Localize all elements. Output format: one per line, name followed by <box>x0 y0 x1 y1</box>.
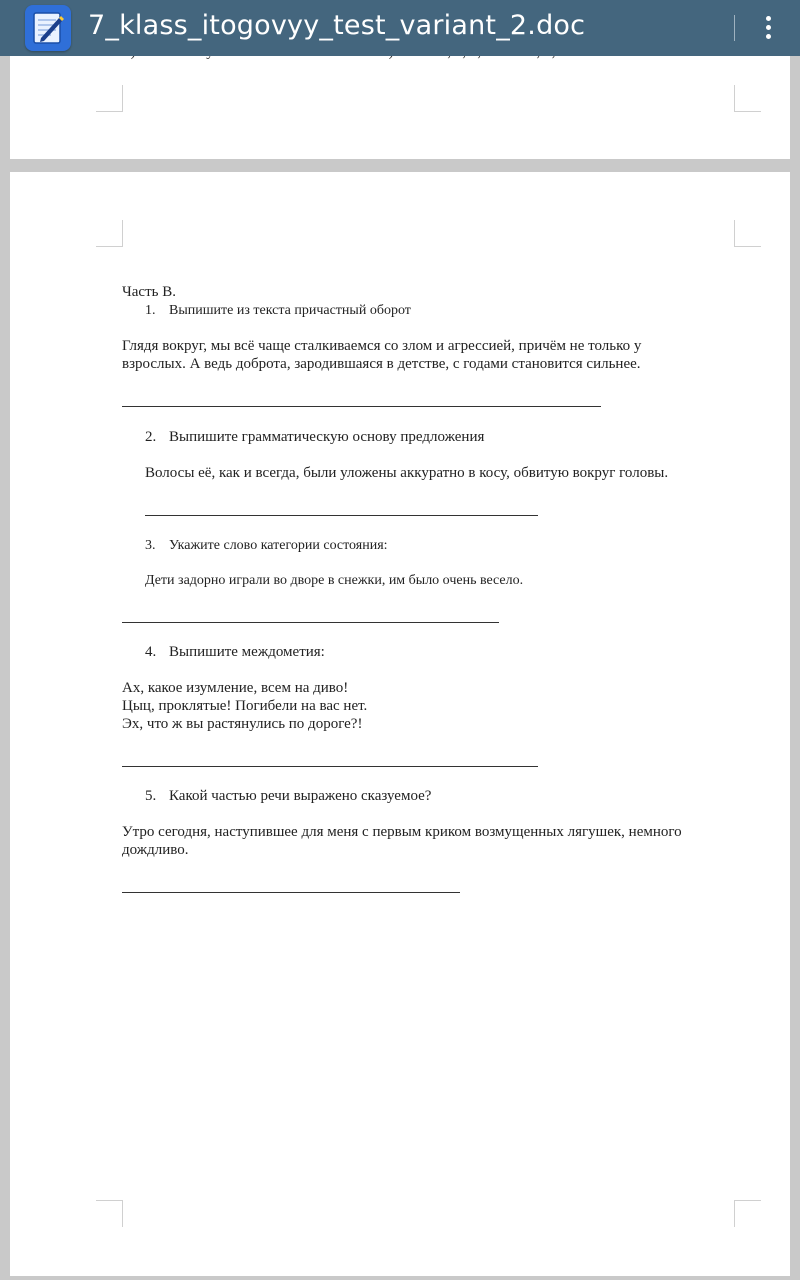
question-5 <box>145 787 431 805</box>
crop-mark <box>96 1200 123 1227</box>
answer-line <box>122 622 499 623</box>
crop-mark <box>96 220 123 247</box>
question-2 <box>145 428 484 446</box>
question-number: 5. <box>145 788 157 804</box>
question-1-text-line: Глядя вокруг, мы всё чаще сталкиваемся со злом и агрессией, причём не только у <box>122 338 642 354</box>
question-number: 4. <box>145 644 157 660</box>
question-3-text: Дети задорно играли во дворе в снежки, им было очень весело. <box>145 573 524 588</box>
question-label: Выпишите из текста причастный оборот <box>169 303 411 318</box>
question-2-text: Волосы её, как и всегда, были уложены аккуратно в косу, обвитую вокруг головы. <box>145 465 669 481</box>
question-5-text-line: дождливо. <box>122 842 189 858</box>
question-4-text-line: Эх, что ж вы растянулись по дороге?! <box>122 716 363 732</box>
crop-mark <box>734 85 761 112</box>
document-page-1 <box>10 56 790 159</box>
app-toolbar <box>0 0 800 56</box>
question-label: Выпишите грамматическую основу предложения <box>169 429 485 445</box>
writer-document-icon[interactable] <box>25 5 71 51</box>
question-number: 2. <box>145 429 157 445</box>
section-title: Часть В. <box>122 284 176 300</box>
crop-mark <box>734 1200 761 1227</box>
document-title: 7_klass_itogovyy_test_variant_2.doc <box>88 10 586 41</box>
toolbar-divider <box>734 15 735 41</box>
question-label: Укажите слово категории состояния: <box>169 538 388 553</box>
question-3 <box>145 537 388 555</box>
answer-line <box>122 406 601 407</box>
question-1 <box>145 302 411 320</box>
question-label: Какой частью речи выражено сказуемое? <box>169 788 432 804</box>
answer-line <box>122 892 460 893</box>
question-number: 3. <box>145 538 156 553</box>
question-number: 1. <box>145 303 156 318</box>
crop-mark <box>734 220 761 247</box>
answer-line <box>122 766 538 767</box>
answer-line <box>145 515 538 516</box>
question-label: Выпишите междометия: <box>169 644 325 660</box>
question-4-text-line: Ах, какое изумление, всем на диво! <box>122 680 349 696</box>
question-4-text-line: Цыц, проклятые! Погибели на вас нет. <box>122 698 368 714</box>
question-5-text-line: Утро сегодня, наступившее для меня с первым криком возмущенных лягушек, немного <box>122 824 682 840</box>
overflow-menu-icon[interactable] <box>752 10 784 46</box>
question-1-text-line: взрослых. А ведь доброта, зародившаяся в детстве, с годами становится сильнее. <box>122 356 641 372</box>
crop-mark <box>96 85 123 112</box>
question-4 <box>145 643 325 661</box>
